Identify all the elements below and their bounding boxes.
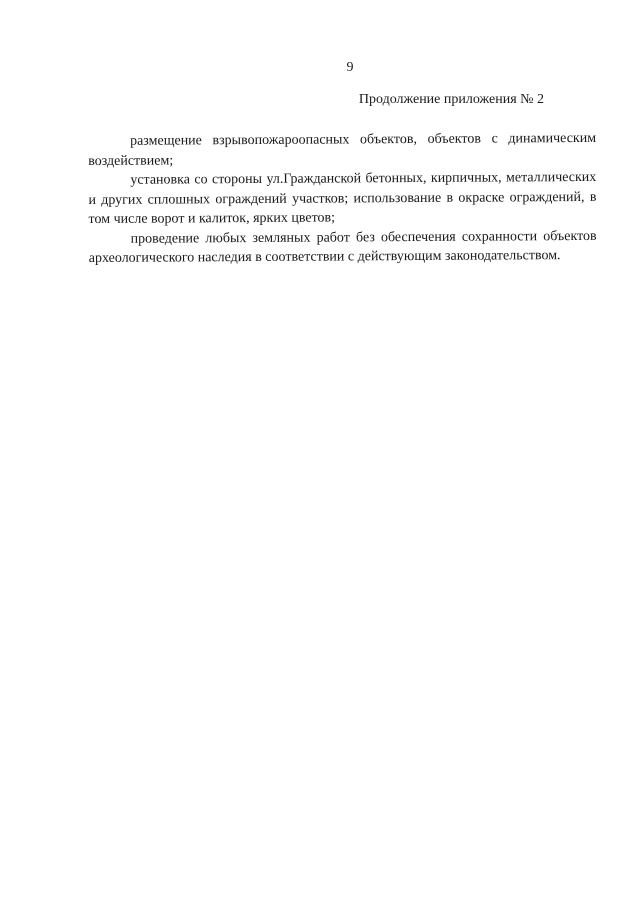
paragraph-explosive-objects: размещение взрывопожароопасных объектов, объектов с динамическим воздействием; (88, 130, 597, 169)
paragraph-fences: установка со стороны ул.Гражданской бетонных, кирпичных, металлических и других сплошных ограждений участков; использование в окраске ограждений, в том числе ворот и калиток, ярких цветов; (88, 169, 597, 227)
paragraph-earthworks: проведение любых земляных работ без обеспечения сохранности объектов археологического наследия в соответствии с действующим законодательством. (88, 228, 597, 266)
document-body (88, 129, 597, 269)
appendix-continuation-note: Продолжение приложения № 2 (358, 92, 544, 107)
page-number: 9 (346, 60, 354, 75)
